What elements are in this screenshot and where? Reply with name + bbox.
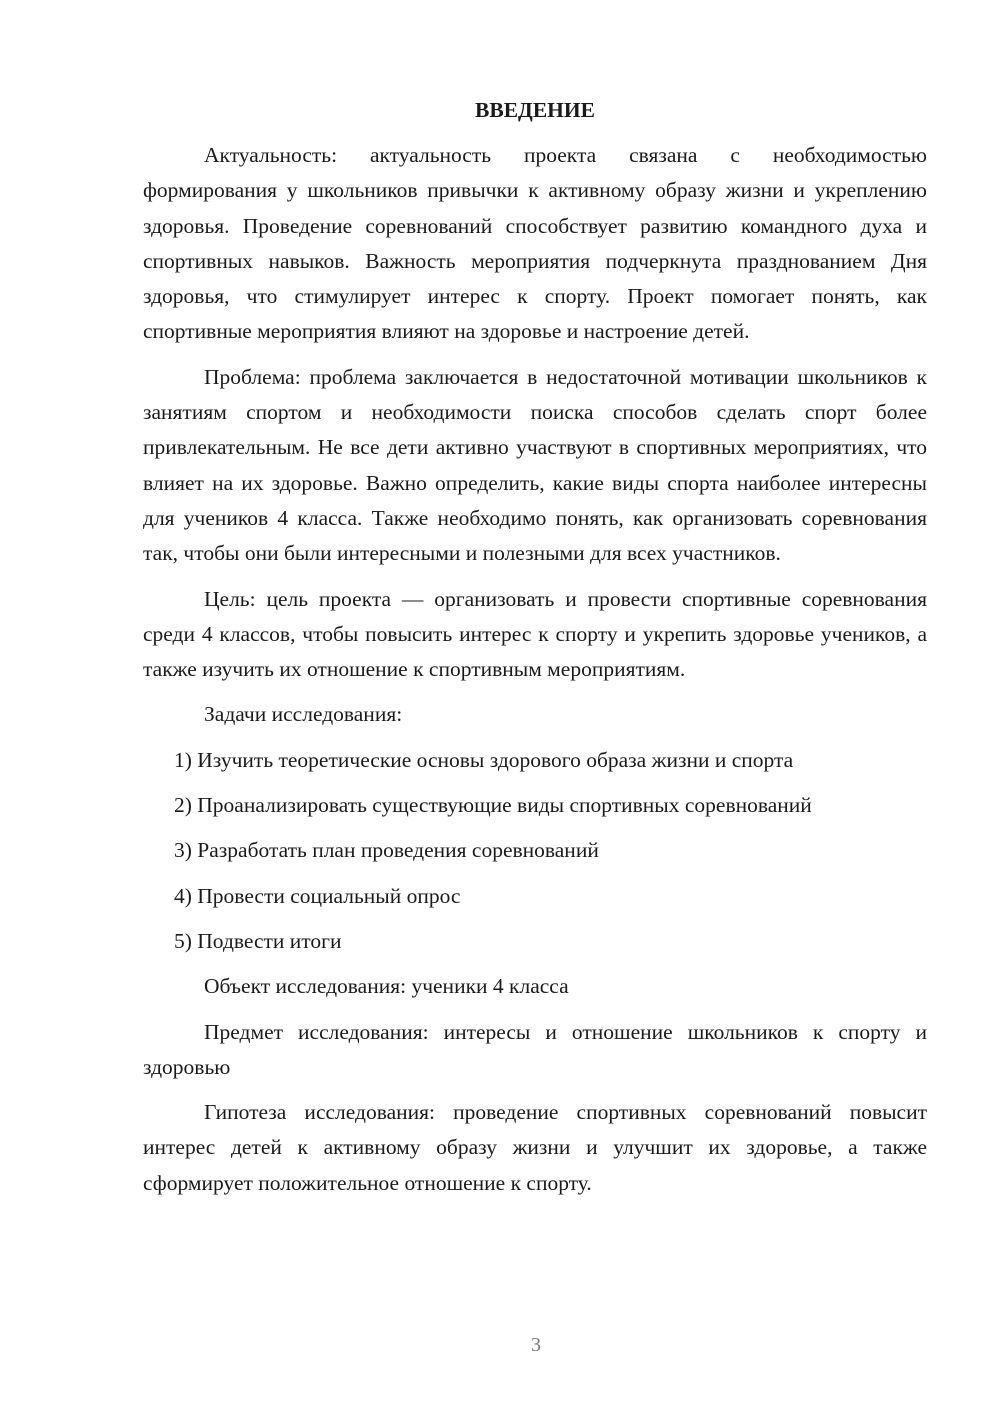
paragraph-object: Объект исследования: ученики 4 класса [204, 974, 569, 999]
paragraph-relevance: Актуальность: актуальность проекта связана с необходимостью формирования у школьников привычки к активному образу жизни и укреплению здоровья. Проведение соревнований способствует развитию командного духа и спортивных навыков. Важность мероприятия подчеркнута празднованием Дня здоровья, что стимулирует интерес к спорту. Проект помогает понять, как спортивные мероприятия влияют на здоровье и настроение детей. [143, 143, 927, 344]
list-item: 4) Провести социальный опрос [174, 883, 461, 908]
paragraph-problem: Проблема: проблема заключается в недостаточной мотивации школьников к занятиям спортом и необходимости поиска способов сделать спорт более привлекательным. Не все дети активно участвуют в спортивных мероприятиях, что влияет на их здоровье. Важно определить, какие виды спорта наиболее интересны для учеников 4 класса. Также необходимо понять, как организовать соревнования так, чтобы они были интересными и полезными для всех участников. [143, 364, 927, 566]
paragraph-goal: Цель: цель проекта — организовать и провести спортивные соревнования среди 4 классов, чтобы повысить интерес к спорту и укрепить здоровье учеников, а также изучить их отношение к спортивным мероприятиям. [143, 586, 927, 682]
tasks-label: Задачи исследования: [204, 702, 403, 727]
tasks-list [143, 743, 927, 959]
list-item: 2) Проанализировать существующие виды спортивных соревнований [174, 793, 812, 818]
list-item: 3) Разработать план проведения соревнований [174, 838, 599, 863]
section-heading: ВВЕДЕНИЕ [475, 98, 595, 122]
paragraph-subject: Предмет исследования: интересы и отношение школьников к спорту и здоровью [143, 1019, 927, 1079]
document-page [143, 92, 927, 1211]
list-item: 5) Подвести итоги [174, 928, 342, 953]
page-number: 3 [531, 1334, 541, 1356]
paragraph-hypothesis: Гипотеза исследования: проведение спортивных соревнований повысит интерес детей к активному образу жизни и улучшит их здоровье, а также сформирует положительное отношение к спорту. [143, 1100, 927, 1195]
list-item: 1) Изучить теоретические основы здорового образа жизни и спорта [174, 747, 794, 772]
